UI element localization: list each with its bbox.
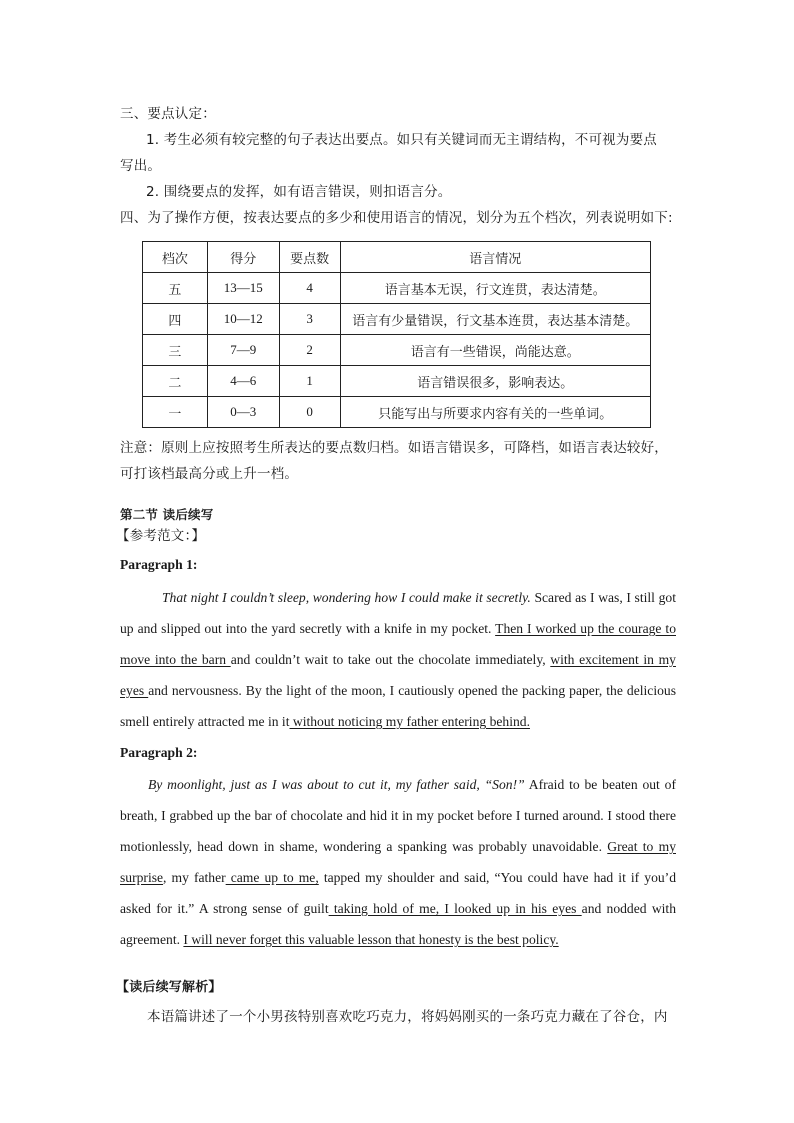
table-row xyxy=(143,335,651,366)
p1-text: Scared as I was, I still got up and slipped out into the yard secretly with a knife in my pocket. xyxy=(120,590,676,636)
table-header-cell: 要点数 xyxy=(279,242,340,273)
table-cell: 只能写出与所要求内容有关的一些单词。 xyxy=(340,397,650,428)
table-cell: 0—3 xyxy=(207,397,279,428)
table-cell: 语言错误很多，影响表达。 xyxy=(340,366,650,397)
table-row xyxy=(143,366,651,397)
table-cell: 4—6 xyxy=(207,366,279,397)
table-header-cell: 档次 xyxy=(143,242,208,273)
table-cell: 2 xyxy=(279,335,340,366)
p1-underlined: with excitement in my eyes xyxy=(120,652,676,698)
table-row xyxy=(143,273,651,304)
table-header-cell: 得分 xyxy=(207,242,279,273)
table-cell: 0 xyxy=(279,397,340,428)
table-cell: 4 xyxy=(279,273,340,304)
table-cell: 语言有一些错误，尚能达意。 xyxy=(340,335,650,366)
table-header-row xyxy=(143,242,651,273)
table-cell: 四 xyxy=(143,304,208,335)
table-cell: 二 xyxy=(143,366,208,397)
p2-underlined: Great to my surprise xyxy=(120,839,676,885)
table-cell: 五 xyxy=(143,273,208,304)
p2-underlined: I will never forget this valuable lesson that honesty is the best policy. xyxy=(183,932,559,947)
p2-text: , my father xyxy=(163,870,226,885)
paragraph1-label: Paragraph 1: xyxy=(120,557,198,572)
grading-table xyxy=(142,241,651,428)
analysis-line1: 本语篇讲述了一个小男孩特别喜欢吃巧克力，将妈妈刚买的一条巧克力藏在了谷仓，内 xyxy=(147,1009,668,1025)
section3-item2: 2. 围绕要点的发挥，如有语言错误，则扣语言分。 xyxy=(146,184,452,200)
p2-underlined: came up to me, xyxy=(225,870,319,885)
table-row xyxy=(143,304,651,335)
table-header-cell: 语言情况 xyxy=(340,242,650,273)
p1-text: and nervousness. By the light of the moon, I cautiously opened the packing paper, the delicious smell entirely attracted me in it xyxy=(120,683,676,729)
table-cell: 语言有少量错误，行文基本连贯，表达基本清楚。 xyxy=(340,304,650,335)
note-line1: 注意：原则上应按照考生所表达的要点数归档。如语言错误多，可降档，如语言表达较好， xyxy=(120,440,668,456)
table-cell: 一 xyxy=(143,397,208,428)
table-cell: 10—12 xyxy=(207,304,279,335)
p2-text: tapped my shoulder and said, “You could have had it if you’d asked for it.” A strong sense of guilt xyxy=(120,870,676,916)
table-cell: 三 xyxy=(143,335,208,366)
p1-text: and couldn’t wait to take out the chocolate immediately, xyxy=(230,652,551,667)
analysis-title: 【读后续写解析】 xyxy=(116,980,222,995)
table-cell: 13—15 xyxy=(207,273,279,304)
p2-text: and nodded with agreement. xyxy=(120,901,676,947)
p2-underlined: taking hold of me, I looked up in his eyes xyxy=(328,901,582,916)
paragraph2-text xyxy=(120,769,676,955)
section3-item1-line2: 写出。 xyxy=(120,158,162,174)
p1-underlined: without noticing my father entering behind. xyxy=(289,714,530,729)
table-row xyxy=(143,397,651,428)
reference-label: 【参考范文：】 xyxy=(116,528,206,544)
section3-title: 三、要点认定： xyxy=(120,106,216,122)
p2-text: Afraid to be beaten out of breath, I grabbed up the bar of chocolate and hid it in my pocket before I turned around. I stood there motionlessly, head down in shame, wondering a spanking was probably unavoidable. xyxy=(120,777,676,854)
p1-opening-sentence: That night I couldn’t sleep, wondering how I could make it secretly. xyxy=(162,590,531,605)
table-cell: 3 xyxy=(279,304,340,335)
section4-title: 四、为了操作方便，按表达要点的多少和使用语言的情况，划分为五个档次，列表说明如下: xyxy=(120,210,673,226)
paragraph2-label: Paragraph 2: xyxy=(120,745,198,760)
paragraph1-text xyxy=(120,582,676,737)
table-cell: 语言基本无误，行文连贯，表达清楚。 xyxy=(340,273,650,304)
p1-underlined: Then I worked up the courage to move into the barn xyxy=(120,621,676,667)
table-cell: 1 xyxy=(279,366,340,397)
table-cell: 7—9 xyxy=(207,335,279,366)
part2-title: 第二节 读后续写 xyxy=(120,507,214,522)
section3-item1-line1: 1. 考生必须有较完整的句子表达出要点。如只有关键词而无主谓结构，不可视为要点 xyxy=(146,132,657,148)
p2-opening-sentence: By moonlight, just as I was about to cut it, my father said, “Son!” xyxy=(148,777,525,792)
note-line2: 可打该档最高分或上升一档。 xyxy=(120,466,299,482)
